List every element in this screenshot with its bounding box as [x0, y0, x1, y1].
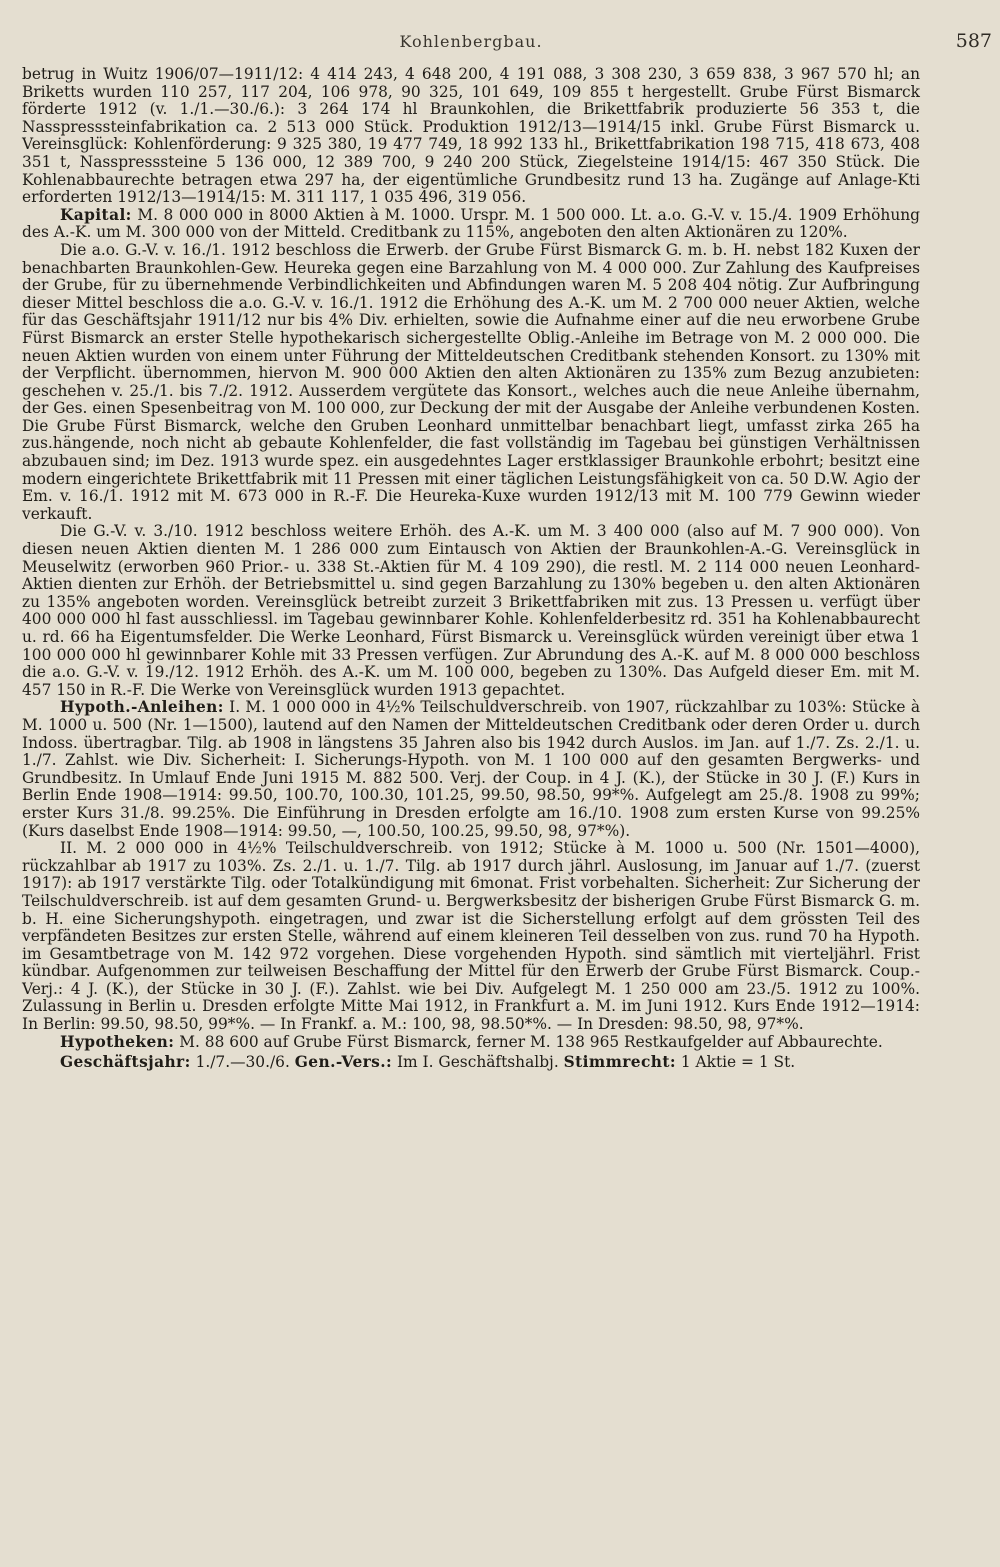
paragraph-geschaeftsjahr [22, 1053, 920, 1071]
paragraph-erwerb-fuerst-bismarck [22, 242, 920, 524]
label-stimmrecht: Stimmrecht: [563, 1053, 676, 1072]
value-gen-vers: Im I. Geschäftshalbj. [396, 1053, 559, 1072]
paragraph-text: betrug in Wuitz 1906/07—1911/12: 4 414 243, 4 648 200, 4 191 088, 3 308 230, 3 659 838, 3 967 570 hl; an Briketts wurden 110 257, 117 204, 106 978, 90 325, 101 649, 109 855 t hergestellt. Grube Fürst Bismarck förderte 1912 (v. 1./1.—30./6.): 3 264 174 hl Braunkohlen, die Brikettfabrik produzierte 56 353 t, die Nasspresssteinfabrikation ca. 2 513 000 Stück. Produktion 1912/13—1914/15 inkl. Grube Fürst Bismarck u. Vereinsglück: Kohlenförderung: 9 325 380, 19 477 749, 18 992 133 hl., Brikettfabrikation 198 715, 418 673, 408 351 t, Nasspresssteine 5 136 000, 12 389 700, 9 240 200 Stück, Ziegelsteine 1914/15: 467 350 Stück. Die Kohlenabbaurechte betragen etwa 297 ha, der eigentümliche Grundbesitz rund 13 ha. Zugänge auf Anlage-Kti erforderten 1912/13—1914/15: M. 311 117, 1 035 496, 319 056. [22, 65, 920, 207]
paragraph-hypoth-anleihen [22, 699, 920, 840]
paragraph-production [22, 66, 920, 207]
paragraph-text: M. 8 000 000 in 8000 Aktien à M. 1000. Urspr. M. 1 500 000. Lt. a.o. G.-V. v. 15./4. 1909 Erhöhung des A.-K. um M. 300 000 von der Mitteld. Creditbank zu 115%, angeboten den alten Aktionären zu 120%. [22, 205, 920, 242]
paragraph-hypotheken [22, 1034, 920, 1052]
section-lead-kapital: Kapital: [60, 205, 132, 224]
paragraph-kapital [22, 207, 920, 242]
paragraph-text: Die G.-V. v. 3./10. 1912 beschloss weitere Erhöh. des A.-K. um M. 3 400 000 (also auf M. 7 900 000). Von diesen neuen Aktien dienten M. 1 286 000 zum Eintausch von Aktien der Braunkohlen-A.-G. Vereinsglück in Meuselwitz (erworben 960 Prior.- u. 338 St.-Aktien für M. 4 109 290), die restl. M. 2 114 000 neuen Leonhard-Aktien dienten zur Erhöh. der Betriebsmittel u. sind gegen Barzahlung zu 130% begeben u. den alten Aktionären zu 135% angeboten worden. Vereinsglück betreibt zurzeit 3 Brikettfabriken mit zus. 13 Pressen u. verfügt über 400 000 000 hl fast ausschliessl. im Tagebau gewinnbarer Kohle. Kohlenfelderbesitz rd. 351 ha Kohlenabbaurecht u. rd. 66 ha Eigentumsfelder. Die Werke Leonhard, Fürst Bismarck u. Vereinsglück würden vereinigt über etwa 1 100 000 000 hl gewinnbarer Kohle mit 33 Pressen verfügen. Zur Abrundung des A.-K. auf M. 8 000 000 beschloss die a.o. G.-V. v. 19./12. 1912 Erhöh. des A.-K. um M. 100 000, begeben zu 130%. Das Aufgeld dieser Em. mit M. 457 150 in R.-F. Die Werke von Vereinsglück wurden 1913 gepachtet. [22, 522, 920, 699]
value-geschaeftsjahr: 1./7.—30./6. [195, 1053, 290, 1072]
section-lead-hypotheken: Hypotheken: [60, 1032, 175, 1051]
paragraph-anleihe-ii [22, 840, 920, 1034]
paragraph-text: Die a.o. G.-V. v. 16./1. 1912 beschloss die Erwerb. der Grube Fürst Bismarck G. m. b. H. nebst 182 Kuxen der benachbarten Braunkohlen-Gew. Heureka gegen eine Barzahlung von M. 4 000 000. Zur Zahlung des Kaufpreises der Grube, für zu übernehmende Verbindlichkeiten und Abfindungen waren M. 5 208 404 nötig. Zur Aufbringung dieser Mittel beschloss die a.o. G.-V. v. 16./1. 1912 die Erhöhung des A.-K. um M. 2 700 000 neuer Aktien, welche für das Geschäftsjahr 1911/12 nur bis 4% Div. erhielten, sowie die Aufnahme einer auf die neu erworbene Grube Fürst Bismarck an erster Stelle hypothekarisch sichergestellte Oblig.-Anleihe im Betrage von M. 2 000 000. Die neuen Aktien wurden von einem unter Führung der Mitteldeutschen Creditbank stehenden Konsort. zu 130% mit der Verpflicht. übernommen, hiervon M. 900 000 Aktien den alten Aktionären zu 135% zum Bezug anzubieten: geschehen v. 25./1. bis 7./2. 1912. Ausserdem vergütete das Konsort., welches auch die neue Anleihe übernahm, der Ges. einen Spesenbeitrag von M. 100 000, zur Deckung der mit der Ausgabe der Anleihe verbundenen Kosten. Die Grube Fürst Bismarck, welche den Gruben Leonhard unmittelbar benachbart liegt, umfasst zirka 265 ha zus.hängende, noch nicht ab gebaute Kohlenfelder, die fast vollständig im Tagebau bei günstigen Verhältnissen abzubauen sind; im Dez. 1913 wurde spez. ein ausgedehntes Lager erstklassiger Braunkohle erbohrt; besitzt eine modern eingerichtete Brikettfabrik mit 11 Pressen mit einer täglichen Leistungsfähigkeit von ca. 50 D.W. Agio der Em. v. 16./1. 1912 mit M. 673 000 in R.-F. Die Heureka-Kuxe wurden 1912/13 mit M. 100 779 Gewinn wieder verkauft. [22, 240, 920, 523]
page-number: 587 [955, 30, 992, 52]
page-header [22, 30, 992, 66]
value-stimmrecht: 1 Aktie = 1 St. [680, 1053, 796, 1072]
body-text [22, 66, 920, 1071]
paragraph-text: II. M. 2 000 000 in 4½% Teilschuldverschreib. von 1912; Stücke à M. 1000 u. 500 (Nr. 1501—4000), rückzahlbar ab 1917 zu 103%. Zs. 2./1. u. 1./7. Tilg. ab 1917 durch jährl. Auslosung, im Januar auf 1./7. (zuerst 1917): ab 1917 verstärkte Tilg. oder Totalkündigung mit 6monat. Frist vorbehalten. Sicherheit: Zur Sicherung der Teilschuldverschreib. ist auf dem gesamten Grund- u. Bergwerksbesitz der bisherigen Grube Fürst Bismarck G. m. b. H. eine Sicherungshypoth. eingetragen, und zwar ist die Sicherstellung erfolgt auf dem grössten Teil des verpfändeten Besitzes zur ersten Stelle, während auf einem kleineren Teil desselben von zus. rund 70 ha Hypoth. im Gesamtbetrage von M. 142 972 vorgehen. Diese vorgehenden Hypoth. sind sämtlich mit vierteljährl. Frist kündbar. Aufgenommen zur teilweisen Beschaffung der Mittel für den Erwerb der Grube Fürst Bismarck. Coup.-Verj.: 4 J. (K.), der Stücke in 30 J. (F.). Zahlst. wie bei Div. Aufgelegt M. 1 250 000 am 23./5. 1912 zu 100%. Zulassung in Berlin u. Dresden erfolgte Mitte Mai 1912, in Frankfurt a. M. im Juni 1912. Kurs Ende 1912—1914: In Berlin: 99.50, 98.50, 99*%. — In Frankf. a. M.: 100, 98, 98.50*%. — In Dresden: 98.50, 98, 97*%. [22, 839, 920, 1034]
paragraph-erhoehung-vereinsglueck [22, 523, 920, 699]
label-geschaeftsjahr: Geschäftsjahr: [60, 1053, 191, 1072]
label-gen-vers: Gen.-Vers.: [294, 1053, 393, 1072]
section-lead-hypoth-anleihen: Hypoth.-Anleihen: [60, 698, 224, 717]
paragraph-text: M. 88 600 auf Grube Fürst Bismarck, ferner M. 138 965 Restkaufgelder auf Abbaurechte. [179, 1032, 883, 1051]
running-title: Kohlenbergbau. [399, 32, 543, 51]
paragraph-text: I. M. 1 000 000 in 4½% Teilschuldverschreib. von 1907, rückzahlbar zu 103%: Stücke à M. 1000 u. 500 (Nr. 1—1500), lautend auf den Namen der Mitteldeutschen Creditbank oder deren Order u. durch Indoss. übertragbar. Tilg. ab 1908 in längstens 35 Jahren also bis 1942 durch Auslos. im Jan. auf 1./7. Zs. 2./1. u. 1./7. Zahlst. wie Div. Sicherheit: I. Sicherungs-Hypoth. von M. 1 100 000 auf den gesamten Bergwerks- und Grundbesitz. In Umlauf Ende Juni 1915 M. 882 500. Verj. der Coup. in 4 J. (K.), der Stücke in 30 J. (F.) Kurs in Berlin Ende 1908—1914: 99.50, 100.70, 100.30, 101.25, 99.50, 98.50, 99*%. Aufgelegt am 25./8. 1908 zu 99%; erster Kurs 31./8. 99.25%. Die Einführung in Dresden erfolgte am 16./10. 1908 zum ersten Kurse von 99.25% (Kurs daselbst Ende 1908—1914: 99.50, —, 100.50, 100.25, 99.50, 98, 97*%). [22, 698, 920, 840]
